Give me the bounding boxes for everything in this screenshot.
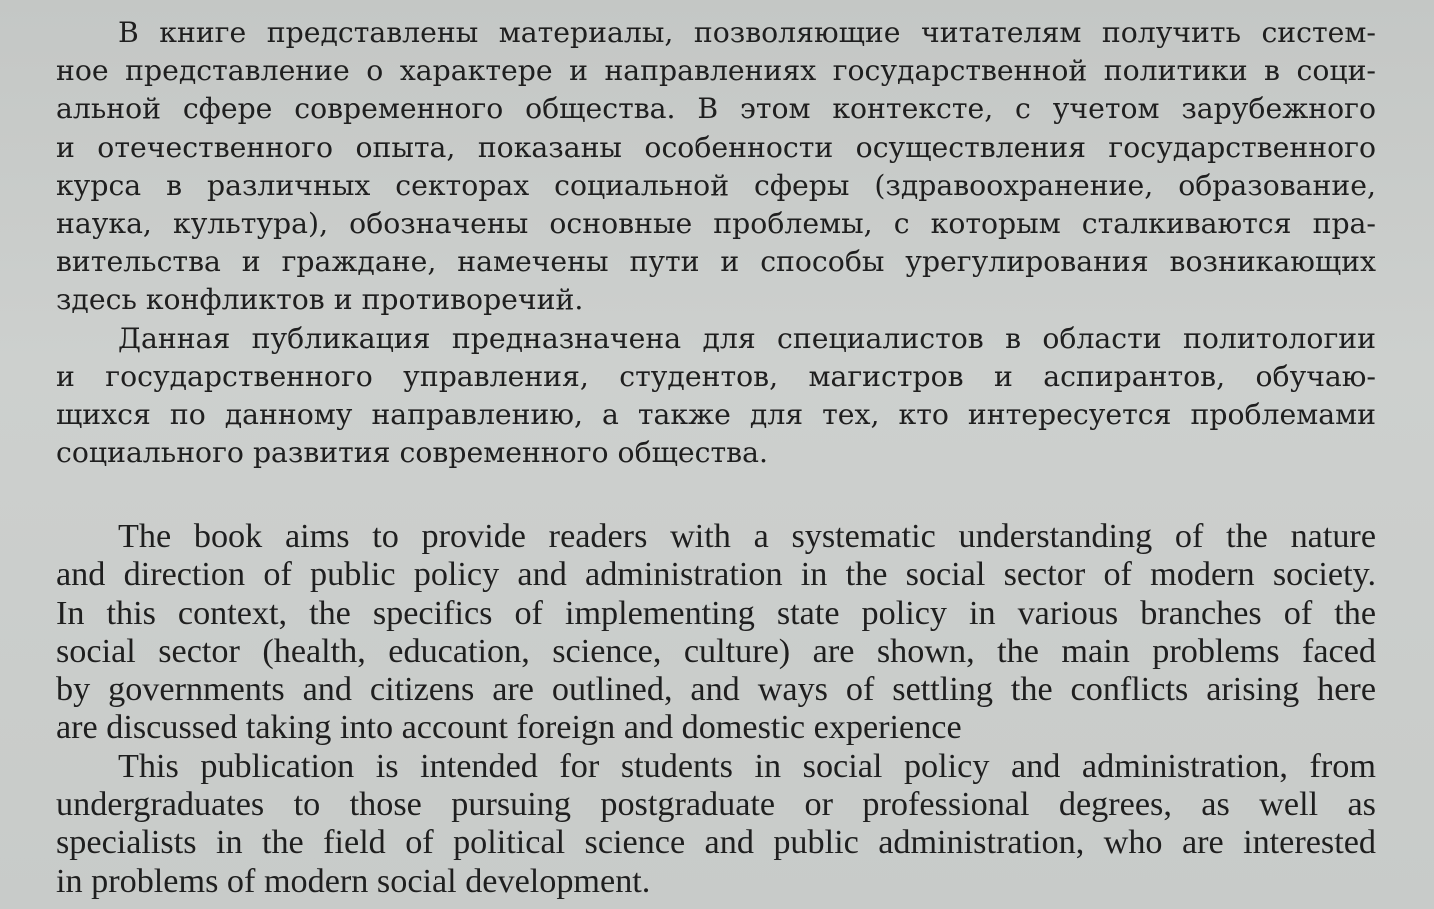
text-line: В книге представлены материалы, позволяющие читателям получить систем-: [118, 16, 1376, 49]
text-line: and direction of public policy and administration in the social sector of modern society.: [56, 556, 1376, 594]
text-line: by governments and citizens are outlined, and ways of settling the conflicts arising here: [56, 671, 1376, 709]
text-line: specialists in the field of political science and public administration, who are interested: [56, 824, 1376, 862]
english-paragraph-1: [56, 518, 1376, 748]
text-line: Данная публикация предназначена для специалистов в области политологии: [118, 321, 1376, 355]
text-line: undergraduates to those pursuing postgraduate or professional degrees, as well as: [56, 786, 1376, 824]
text-line: наука, культура), обозначены основные проблемы, с которым сталкиваются пра-: [56, 207, 1376, 241]
english-abstract: [56, 518, 1376, 901]
page: [56, 14, 1376, 904]
text-line: The book aims to provide readers with a systematic understanding of the nature: [118, 518, 1376, 555]
text-line: In this context, the specifics of implementing state policy in various branches of the: [56, 594, 1376, 632]
text-line: вительства и граждане, намечены пути и способы урегулирования возникающих: [56, 245, 1376, 279]
text-line: и отечественного опыта, показаны особенности осуществления государственного: [56, 130, 1376, 164]
text-line: in problems of modern social development.: [56, 862, 651, 900]
russian-abstract: [56, 14, 1376, 472]
text-line: ное представление о характере и направлениях государственной политики в соци-: [56, 54, 1376, 88]
text-line: курса в различных секторах социальной сферы (здравоохранение, образование,: [56, 168, 1376, 202]
text-line: альной сфере современного общества. В этом контексте, с учетом зарубежного: [56, 92, 1376, 126]
russian-paragraph-1: [56, 14, 1376, 320]
text-line: здесь конфликтов и противоречий.: [56, 283, 584, 317]
text-line: This publication is intended for students in social policy and administration, from: [118, 747, 1376, 785]
text-line: are discussed taking into account foreign and domestic experience: [56, 709, 962, 747]
text-line: щихся по данному направлению, а также для тех, кто интересуется проблемами: [56, 398, 1376, 432]
text-line: social sector (health, education, science, culture) are shown, the main problems faced: [56, 632, 1376, 670]
text-line: и государственного управления, студентов, магистров и аспирантов, обучаю-: [56, 359, 1376, 393]
russian-paragraph-2: [56, 320, 1376, 473]
english-paragraph-2: [56, 748, 1376, 901]
text-line: социального развития современного общества.: [56, 436, 768, 470]
